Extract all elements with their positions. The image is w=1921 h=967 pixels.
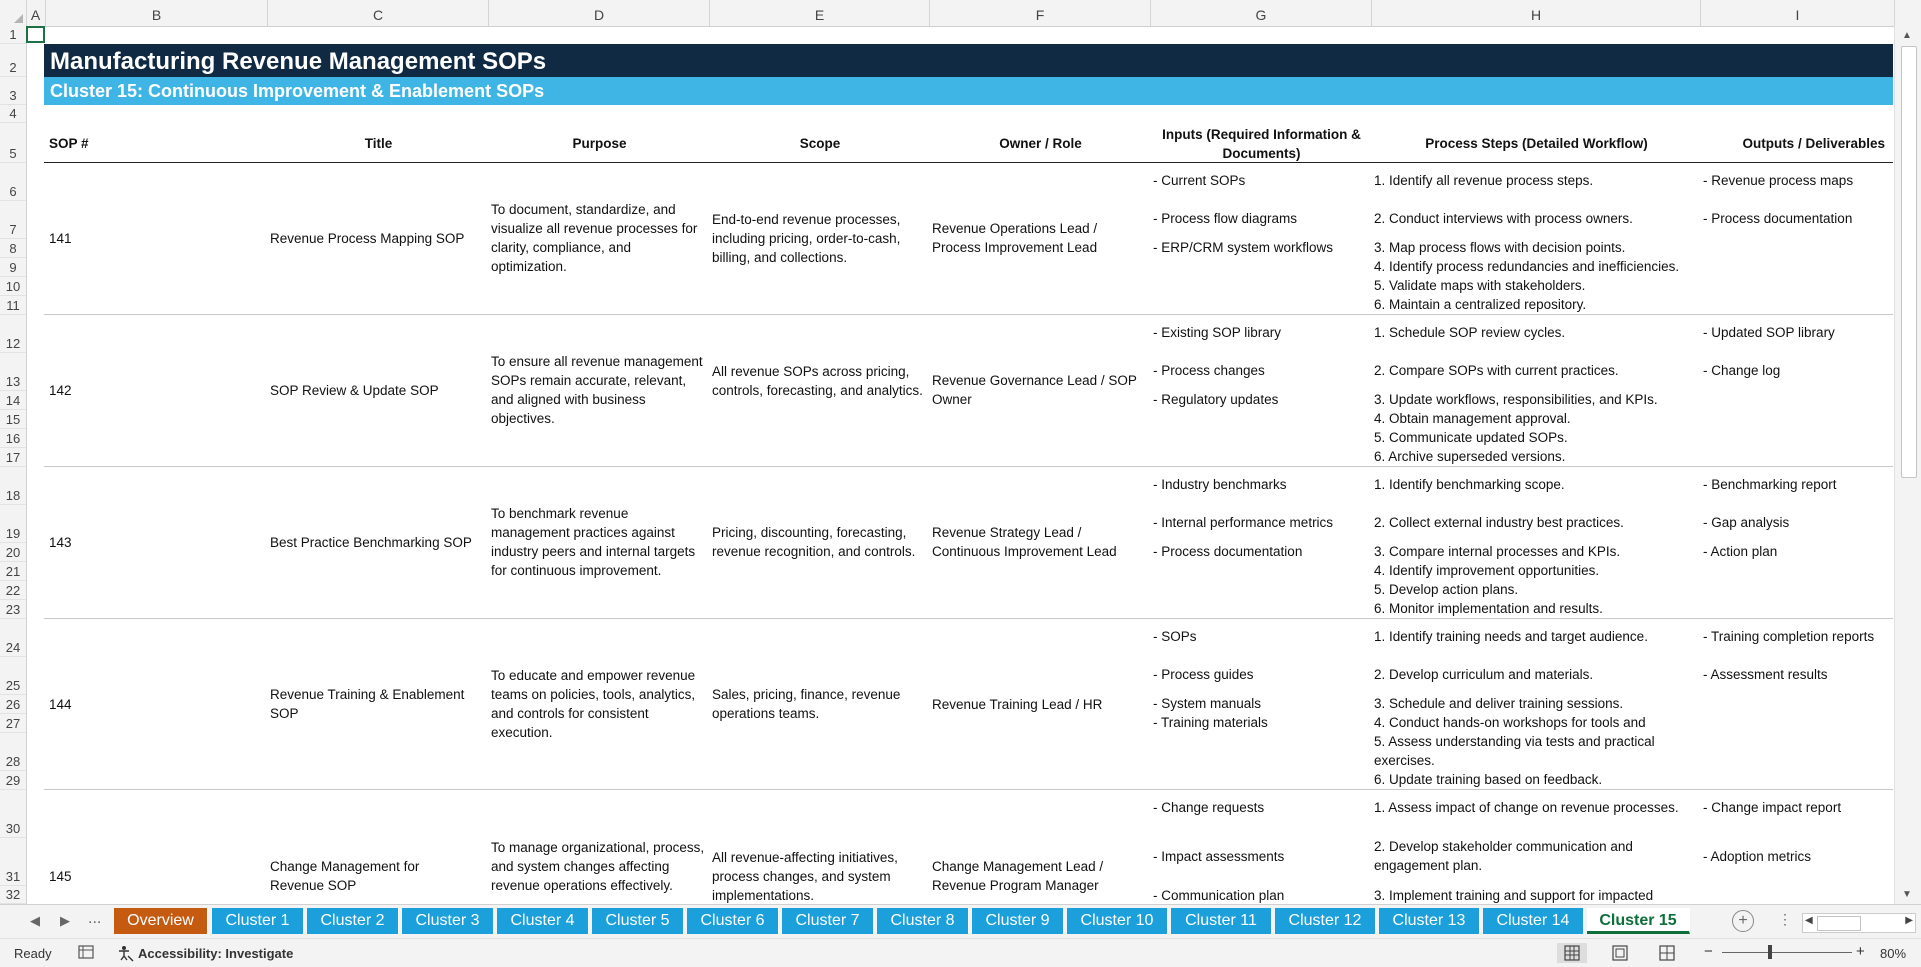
more-tabs-button[interactable]: ... bbox=[88, 910, 102, 927]
column-header-b[interactable]: B bbox=[46, 0, 268, 26]
sop-output: - Process documentation bbox=[1703, 211, 1853, 226]
row-divider bbox=[44, 314, 1893, 315]
sop-owner: Revenue Training Lead / HR bbox=[932, 697, 1103, 712]
sop-scope: Sales, pricing, finance, revenue operations teams. bbox=[712, 687, 901, 721]
column-header-g[interactable]: G bbox=[1151, 0, 1372, 26]
tab-cluster-15[interactable]: Cluster 15 bbox=[1587, 908, 1690, 934]
sop-purpose: To educate and empower revenue teams on policies, tools, analytics, and controls for consistent execution. bbox=[491, 668, 696, 740]
header-bottom-border bbox=[44, 162, 1893, 163]
page-layout-view-icon[interactable] bbox=[1605, 943, 1635, 963]
row-divider bbox=[44, 618, 1893, 619]
sop-step: 3. Map process flows with decision points. bbox=[1374, 240, 1626, 255]
sop-step: 3. Schedule and deliver training sessions. bbox=[1374, 696, 1624, 711]
row-header[interactable]: 10 bbox=[0, 277, 26, 296]
row-header[interactable]: 23 bbox=[0, 600, 26, 619]
row-header[interactable]: 25 bbox=[0, 657, 26, 695]
sop-purpose: To manage organizational, process, and system changes affecting revenue operations effectively. bbox=[491, 840, 705, 893]
sop-input: - Industry benchmarks bbox=[1153, 477, 1287, 492]
row-header[interactable]: 27 bbox=[0, 714, 26, 733]
row-header[interactable]: 28 bbox=[0, 733, 26, 771]
tab-scroll-left-icon[interactable]: ◀ bbox=[30, 913, 40, 928]
select-all-corner[interactable] bbox=[0, 0, 27, 26]
sop-step: 2. Develop curriculum and materials. bbox=[1374, 667, 1594, 682]
status-ready: Ready bbox=[14, 946, 52, 961]
tab-scroll-right-icon[interactable]: ▶ bbox=[60, 913, 70, 928]
row-header[interactable]: 4 bbox=[0, 105, 26, 123]
sop-output: - Change log bbox=[1703, 363, 1781, 378]
sop-step: 3. Implement training and support for impacted bbox=[1374, 888, 1654, 903]
row-header[interactable]: 13 bbox=[0, 353, 26, 391]
tab-cluster-2[interactable]: Cluster 2 bbox=[307, 908, 399, 934]
sop-step: 5. Validate maps with stakeholders. bbox=[1374, 278, 1586, 293]
scroll-up-icon[interactable]: ▲ bbox=[1902, 30, 1912, 41]
sop-input: - System manuals bbox=[1153, 696, 1262, 711]
row-header[interactable]: 29 bbox=[0, 771, 26, 790]
tab-cluster-6[interactable]: Cluster 6 bbox=[687, 908, 779, 934]
tab-cluster-10[interactable]: Cluster 10 bbox=[1067, 908, 1168, 934]
accessibility-status[interactable]: Accessibility: Investigate bbox=[138, 946, 294, 961]
sop-step: 4. Obtain management approval. bbox=[1374, 411, 1571, 426]
sop-output: - Change impact report bbox=[1703, 800, 1842, 815]
column-header-e[interactable]: E bbox=[710, 0, 930, 26]
active-cell-a1[interactable] bbox=[26, 26, 45, 43]
sop-step: 5. Communicate updated SOPs. bbox=[1374, 430, 1568, 445]
sop-input: - Change requests bbox=[1153, 800, 1265, 815]
sop-owner: Revenue Strategy Lead / Continuous Improvement Lead bbox=[932, 525, 1117, 559]
header-outputs: Outputs / Deliverables bbox=[1742, 136, 1885, 151]
sop-step: 4. Identify process redundancies and inefficiencies. bbox=[1374, 259, 1680, 274]
sop-input: - Process guides bbox=[1153, 667, 1254, 682]
sop-purpose: To document, standardize, and visualize all revenue processes for clarity, compliance, and optimization. bbox=[491, 202, 698, 274]
tab-cluster-12[interactable]: Cluster 12 bbox=[1275, 908, 1376, 934]
tab-overview[interactable]: Overview bbox=[114, 908, 208, 934]
sheet-subtitle: Cluster 15: Continuous Improvement & Enablement SOPs bbox=[44, 77, 1893, 105]
row-header[interactable]: 15 bbox=[0, 410, 26, 429]
scroll-down-icon[interactable]: ▼ bbox=[1902, 889, 1912, 900]
vertical-scrollbar[interactable] bbox=[1894, 26, 1921, 904]
sop-scope: End-to-end revenue processes, including pricing, order-to-cash, billing, and collections. bbox=[712, 212, 901, 265]
worksheet-grid[interactable] bbox=[26, 26, 1895, 904]
sheet-title: Manufacturing Revenue Management SOPs bbox=[44, 44, 1893, 77]
sop-number: 143 bbox=[49, 535, 72, 550]
sop-owner: Revenue Operations Lead / Process Improvement Lead bbox=[932, 221, 1098, 255]
sop-title: SOP Review & Update SOP bbox=[270, 383, 439, 398]
sheet-tab-bar bbox=[0, 904, 1921, 939]
zoom-in-button[interactable]: + bbox=[1856, 943, 1865, 960]
sop-number: 144 bbox=[49, 697, 72, 712]
sop-step: 1. Assess impact of change on revenue processes. bbox=[1374, 800, 1679, 815]
column-header-d[interactable]: D bbox=[489, 0, 710, 26]
row-header[interactable]: 12 bbox=[0, 315, 26, 353]
sop-input: - Training materials bbox=[1153, 715, 1268, 730]
tab-cluster-7[interactable]: Cluster 7 bbox=[782, 908, 874, 934]
sop-step: 6. Update training based on feedback. bbox=[1374, 772, 1603, 787]
header-sop-number: SOP # bbox=[49, 136, 89, 151]
sop-step: 5. Assess understanding via tests and practical exercises. bbox=[1374, 734, 1655, 768]
sop-scope: All revenue SOPs across pricing, controls, forecasting, and analytics. bbox=[712, 364, 923, 398]
sop-purpose: To benchmark revenue management practices against industry peers and internal targets for continuous improvement. bbox=[491, 506, 696, 578]
sop-purpose: To ensure all revenue management SOPs remain accurate, relevant, and aligned with business objectives. bbox=[491, 354, 703, 426]
row-header[interactable]: 30 bbox=[0, 790, 26, 838]
row-header[interactable]: 2 bbox=[0, 44, 26, 77]
tab-cluster-13[interactable]: Cluster 13 bbox=[1379, 908, 1480, 934]
sop-title: Revenue Training & Enablement SOP bbox=[270, 687, 465, 721]
sop-step: 1. Identify training needs and target audience. bbox=[1374, 629, 1648, 644]
sop-output: - Benchmarking report bbox=[1703, 477, 1837, 492]
row-header[interactable]: 6 bbox=[0, 163, 26, 201]
horizontal-scrollbar[interactable] bbox=[1802, 913, 1916, 933]
sop-output: - Gap analysis bbox=[1703, 515, 1790, 530]
sop-number: 141 bbox=[49, 231, 72, 246]
row-header[interactable]: 5 bbox=[0, 123, 26, 163]
column-header-bar bbox=[0, 0, 1921, 27]
sop-input: - SOPs bbox=[1153, 629, 1197, 644]
sop-owner: Revenue Governance Lead / SOP Owner bbox=[932, 373, 1137, 407]
row-header[interactable]: 16 bbox=[0, 429, 26, 448]
row-divider bbox=[44, 466, 1893, 467]
row-header[interactable]: 32 bbox=[0, 886, 26, 904]
sop-input: - Internal performance metrics bbox=[1153, 515, 1334, 530]
sop-title: Change Management for Revenue SOP bbox=[270, 859, 420, 893]
sop-input: - Process changes bbox=[1153, 363, 1265, 378]
tab-options-icon[interactable]: ⋮ bbox=[1778, 911, 1792, 927]
sop-owner: Change Management Lead / Revenue Program Manager bbox=[932, 859, 1104, 893]
row-header[interactable]: 11 bbox=[0, 296, 26, 315]
header-process-steps: Process Steps (Detailed Workflow) bbox=[1425, 136, 1648, 151]
row-header[interactable]: 22 bbox=[0, 581, 26, 600]
row-header[interactable]: 18 bbox=[0, 467, 26, 505]
row-header[interactable]: 24 bbox=[0, 619, 26, 657]
sop-input: - Existing SOP library bbox=[1153, 325, 1282, 340]
column-header-h[interactable]: H bbox=[1372, 0, 1701, 26]
sop-step: 4. Identify improvement opportunities. bbox=[1374, 563, 1600, 578]
sop-step: 6. Archive superseded versions. bbox=[1374, 449, 1566, 464]
sop-input: - Communication plan bbox=[1153, 888, 1285, 903]
tab-cluster-3[interactable]: Cluster 3 bbox=[402, 908, 494, 934]
sop-step: 1. Schedule SOP review cycles. bbox=[1374, 325, 1566, 340]
row-header[interactable]: 3 bbox=[0, 77, 26, 105]
header-inputs: Inputs (Required Information & Documents) bbox=[1162, 127, 1361, 161]
sop-title: Best Practice Benchmarking SOP bbox=[270, 535, 472, 550]
column-header-i[interactable]: I bbox=[1701, 0, 1895, 26]
column-header-a[interactable]: A bbox=[26, 0, 46, 26]
row-divider bbox=[44, 789, 1893, 790]
zoom-out-button[interactable]: − bbox=[1704, 943, 1713, 960]
accessibility-icon[interactable] bbox=[116, 944, 134, 965]
tab-cluster-9[interactable]: Cluster 9 bbox=[972, 908, 1064, 934]
sop-step: 6. Monitor implementation and results. bbox=[1374, 601, 1603, 616]
page-break-view-icon[interactable] bbox=[1652, 943, 1682, 963]
sop-scope: All revenue-affecting initiatives, process changes, and system implementations. bbox=[712, 850, 898, 903]
status-bar bbox=[0, 938, 1921, 967]
sop-input: - Regulatory updates bbox=[1153, 392, 1279, 407]
sop-output: - Action plan bbox=[1703, 544, 1778, 559]
header-title: Title bbox=[364, 136, 393, 151]
scroll-left-icon[interactable]: ◀ bbox=[1805, 915, 1813, 926]
scroll-right-icon[interactable]: ▶ bbox=[1905, 915, 1913, 926]
sop-step: 5. Develop action plans. bbox=[1374, 582, 1519, 597]
sop-title: Revenue Process Mapping SOP bbox=[270, 231, 465, 246]
row-header[interactable]: 1 bbox=[0, 26, 26, 44]
macro-record-icon[interactable] bbox=[78, 944, 94, 963]
sop-input: - Impact assessments bbox=[1153, 849, 1285, 864]
tab-cluster-14[interactable]: Cluster 14 bbox=[1483, 908, 1584, 934]
row-header[interactable]: 17 bbox=[0, 448, 26, 467]
sop-step: 1. Identify all revenue process steps. bbox=[1374, 173, 1594, 188]
normal-view-icon[interactable] bbox=[1557, 943, 1587, 963]
column-header-f[interactable]: F bbox=[930, 0, 1151, 26]
tab-cluster-8[interactable]: Cluster 8 bbox=[877, 908, 969, 934]
sop-step: 2. Compare SOPs with current practices. bbox=[1374, 363, 1619, 378]
header-purpose: Purpose bbox=[572, 136, 627, 151]
row-header[interactable]: 7 bbox=[0, 201, 26, 239]
tab-cluster-4[interactable]: Cluster 4 bbox=[497, 908, 589, 934]
sop-input: - ERP/CRM system workflows bbox=[1153, 240, 1334, 255]
row-header[interactable]: 31 bbox=[0, 838, 26, 886]
row-header[interactable]: 20 bbox=[0, 543, 26, 562]
horizontal-scroll-thumb[interactable] bbox=[1817, 916, 1861, 931]
row-header[interactable]: 21 bbox=[0, 562, 26, 581]
column-header-c[interactable]: C bbox=[268, 0, 489, 26]
sop-number: 142 bbox=[49, 383, 72, 398]
sop-number: 145 bbox=[49, 869, 72, 884]
row-header[interactable]: 14 bbox=[0, 391, 26, 410]
sop-step: 4. Conduct hands-on workshops for tools and bbox=[1374, 715, 1646, 730]
row-header[interactable]: 9 bbox=[0, 258, 26, 277]
tab-cluster-5[interactable]: Cluster 5 bbox=[592, 908, 684, 934]
sop-input: - Process documentation bbox=[1153, 544, 1303, 559]
sop-output: - Training completion reports bbox=[1703, 629, 1875, 644]
row-header-bar bbox=[0, 26, 27, 904]
sop-step: 3. Compare internal processes and KPIs. bbox=[1374, 544, 1621, 559]
header-scope: Scope bbox=[799, 136, 841, 151]
sop-step: 6. Maintain a centralized repository. bbox=[1374, 297, 1587, 312]
tab-cluster-1[interactable]: Cluster 1 bbox=[212, 908, 304, 934]
sop-output: - Adoption metrics bbox=[1703, 849, 1812, 864]
sop-output: - Revenue process maps bbox=[1703, 173, 1854, 188]
sop-step: 2. Conduct interviews with process owners. bbox=[1374, 211, 1633, 226]
row-header[interactable]: 8 bbox=[0, 239, 26, 258]
zoom-slider-thumb[interactable] bbox=[1768, 945, 1772, 959]
header-owner: Owner / Role bbox=[999, 136, 1082, 151]
sop-step: 3. Update workflows, responsibilities, and KPIs. bbox=[1374, 392, 1658, 407]
vertical-scroll-thumb[interactable] bbox=[1901, 46, 1917, 478]
sop-input: - Current SOPs bbox=[1153, 173, 1246, 188]
sop-scope: Pricing, discounting, forecasting, revenue recognition, and controls. bbox=[712, 525, 916, 559]
zoom-level[interactable]: 80% bbox=[1880, 946, 1907, 961]
sop-step: 2. Collect external industry best practices. bbox=[1374, 515, 1624, 530]
sop-output: - Assessment results bbox=[1703, 667, 1828, 682]
row-header[interactable]: 26 bbox=[0, 695, 26, 714]
sop-step: 2. Develop stakeholder communication and engagement plan. bbox=[1374, 839, 1633, 873]
tab-cluster-11[interactable]: Cluster 11 bbox=[1171, 908, 1272, 934]
zoom-slider[interactable] bbox=[1722, 952, 1852, 953]
add-sheet-icon[interactable]: + bbox=[1732, 910, 1754, 932]
sop-output: - Updated SOP library bbox=[1703, 325, 1835, 340]
sop-step: 1. Identify benchmarking scope. bbox=[1374, 477, 1565, 492]
sop-input: - Process flow diagrams bbox=[1153, 211, 1298, 226]
row-header[interactable]: 19 bbox=[0, 505, 26, 543]
